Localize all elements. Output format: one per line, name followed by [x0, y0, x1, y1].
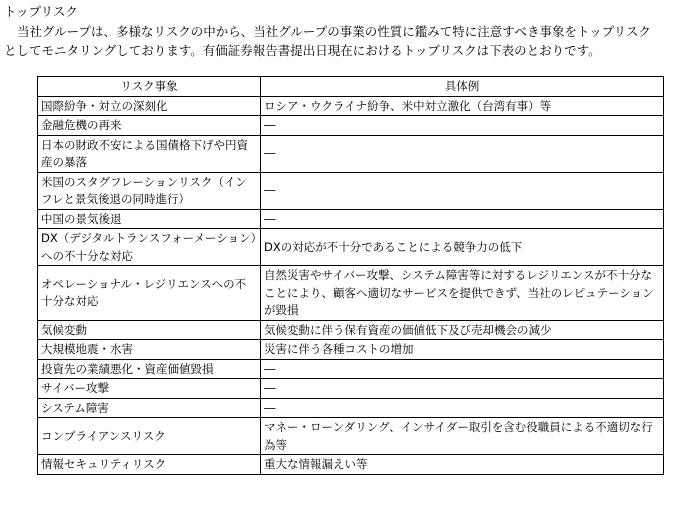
risk-cell: 金融危機の再来 — [38, 116, 261, 136]
risk-cell: 大規模地震・水害 — [38, 340, 261, 360]
table-row — [38, 229, 664, 266]
risk-cell: 日本の財政不安による国債格下げや円資産の暴落 — [38, 135, 261, 172]
intro-line-2: としてモニタリングしております。有価証券報告書提出日現在におけるトップリスクは下表のとおりです。 — [4, 43, 601, 58]
intro-line-1: 当社グループは、多様なリスクの中から、当社グループの事業の性質に鑑みて特に注意すべき事象をトップリスク — [17, 24, 651, 39]
header-risk-event: リスク事象 — [38, 77, 261, 97]
table-row — [38, 359, 664, 379]
table-row — [38, 418, 664, 455]
example-cell: マネー・ローンダリング、インサイダー取引を含む役職員による不適切な行為等 — [261, 418, 664, 455]
risk-cell: 情報セキュリティリスク — [38, 455, 261, 475]
section-heading: トップリスク — [4, 4, 78, 19]
risk-cell: 米国のスタグフレーションリスク（インフレと景気後退の同時進行） — [38, 172, 261, 209]
risk-cell: サイバー攻撃 — [38, 379, 261, 399]
risk-cell: 気候変動 — [38, 320, 261, 340]
risk-cell: オペレーショナル・レジリエンスへの不十分な対応 — [38, 266, 261, 321]
table-row — [38, 135, 664, 172]
intro-paragraph — [4, 22, 696, 60]
example-cell: 気候変動に伴う保有資産の価値低下及び売却機会の減少 — [261, 320, 664, 340]
table-header-row — [38, 77, 664, 97]
top-risk-table — [37, 76, 664, 475]
risk-cell: 中国の景気後退 — [38, 209, 261, 229]
table-row — [38, 320, 664, 340]
risk-cell: 国際紛争・対立の深刻化 — [38, 96, 261, 116]
example-cell: ― — [261, 209, 664, 229]
table-row — [38, 455, 664, 475]
table-row — [38, 172, 664, 209]
example-cell: ― — [261, 116, 664, 136]
example-cell: 災害に伴う各種コストの増加 — [261, 340, 664, 360]
example-cell: ロシア・ウクライナ紛争、米中対立激化（台湾有事）等 — [261, 96, 664, 116]
example-cell: 重大な情報漏えい等 — [261, 455, 664, 475]
example-cell: ― — [261, 359, 664, 379]
example-cell: ― — [261, 135, 664, 172]
table-row — [38, 340, 664, 360]
table-row — [38, 266, 664, 321]
example-cell: DXの対応が不十分であることによる競争力の低下 — [261, 229, 664, 266]
header-example: 具体例 — [261, 77, 664, 97]
table-row — [38, 116, 664, 136]
example-cell: ― — [261, 398, 664, 418]
risk-cell: 投資先の業績悪化・資産価値毀損 — [38, 359, 261, 379]
example-cell: 自然災害やサイバー攻撃、システム障害等に対するレジリエンスが不十分なことにより、顧客へ適切なサービスを提供できず、当社のレピュテーションが毀損 — [261, 266, 664, 321]
risk-cell: システム障害 — [38, 398, 261, 418]
table-row — [38, 96, 664, 116]
table-row — [38, 379, 664, 399]
table-row — [38, 398, 664, 418]
example-cell: ― — [261, 172, 664, 209]
example-cell: ― — [261, 379, 664, 399]
table-row — [38, 209, 664, 229]
risk-cell: DX（デジタルトランスフォーメーション）への不十分な対応 — [38, 229, 261, 266]
risk-cell: コンプライアンスリスク — [38, 418, 261, 455]
